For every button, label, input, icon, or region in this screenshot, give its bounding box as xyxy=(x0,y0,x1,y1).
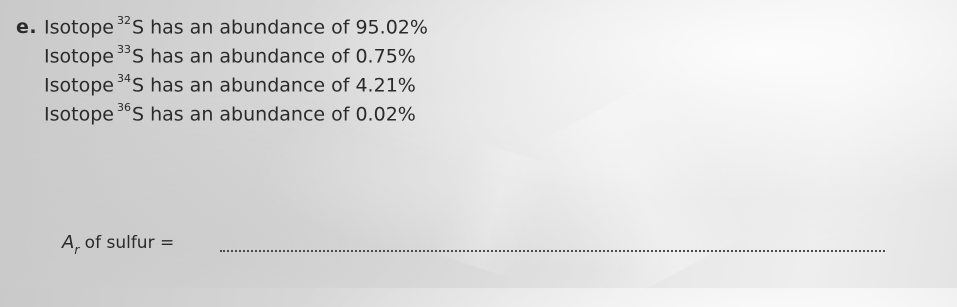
answer-label: of sulfur = xyxy=(84,233,175,253)
isotope-word: Isotope xyxy=(44,16,114,39)
isotope-word: Isotope xyxy=(44,74,114,97)
question-number: e. xyxy=(16,16,38,38)
mass-number: 32 xyxy=(116,14,131,27)
isotope-word: Isotope xyxy=(44,45,114,68)
abundance-text: has an abundance of 0.75% xyxy=(150,45,416,68)
paper-crease xyxy=(527,73,753,307)
mass-number: 34 xyxy=(116,72,131,85)
isotope-line xyxy=(44,45,416,67)
isotope-line xyxy=(44,16,428,38)
answer-prompt xyxy=(62,232,174,256)
element-symbol: S xyxy=(131,16,145,39)
isotope-word: Isotope xyxy=(44,103,114,126)
mass-number: 33 xyxy=(116,43,131,56)
mass-number: 36 xyxy=(116,101,131,114)
element-symbol: S xyxy=(131,45,145,68)
element-symbol: S xyxy=(131,74,145,97)
abundance-text: has an abundance of 4.21% xyxy=(150,74,416,97)
abundance-text: has an abundance of 0.02% xyxy=(150,103,416,126)
abundance-text: has an abundance of 95.02% xyxy=(150,16,428,39)
isotope-line xyxy=(44,103,416,125)
relative-atomic-mass-symbol: $A_r$ xyxy=(62,232,80,257)
element-symbol: S xyxy=(131,103,145,126)
paper-crease xyxy=(434,139,557,281)
isotope-line xyxy=(44,74,416,96)
answer-line[interactable] xyxy=(220,250,885,252)
